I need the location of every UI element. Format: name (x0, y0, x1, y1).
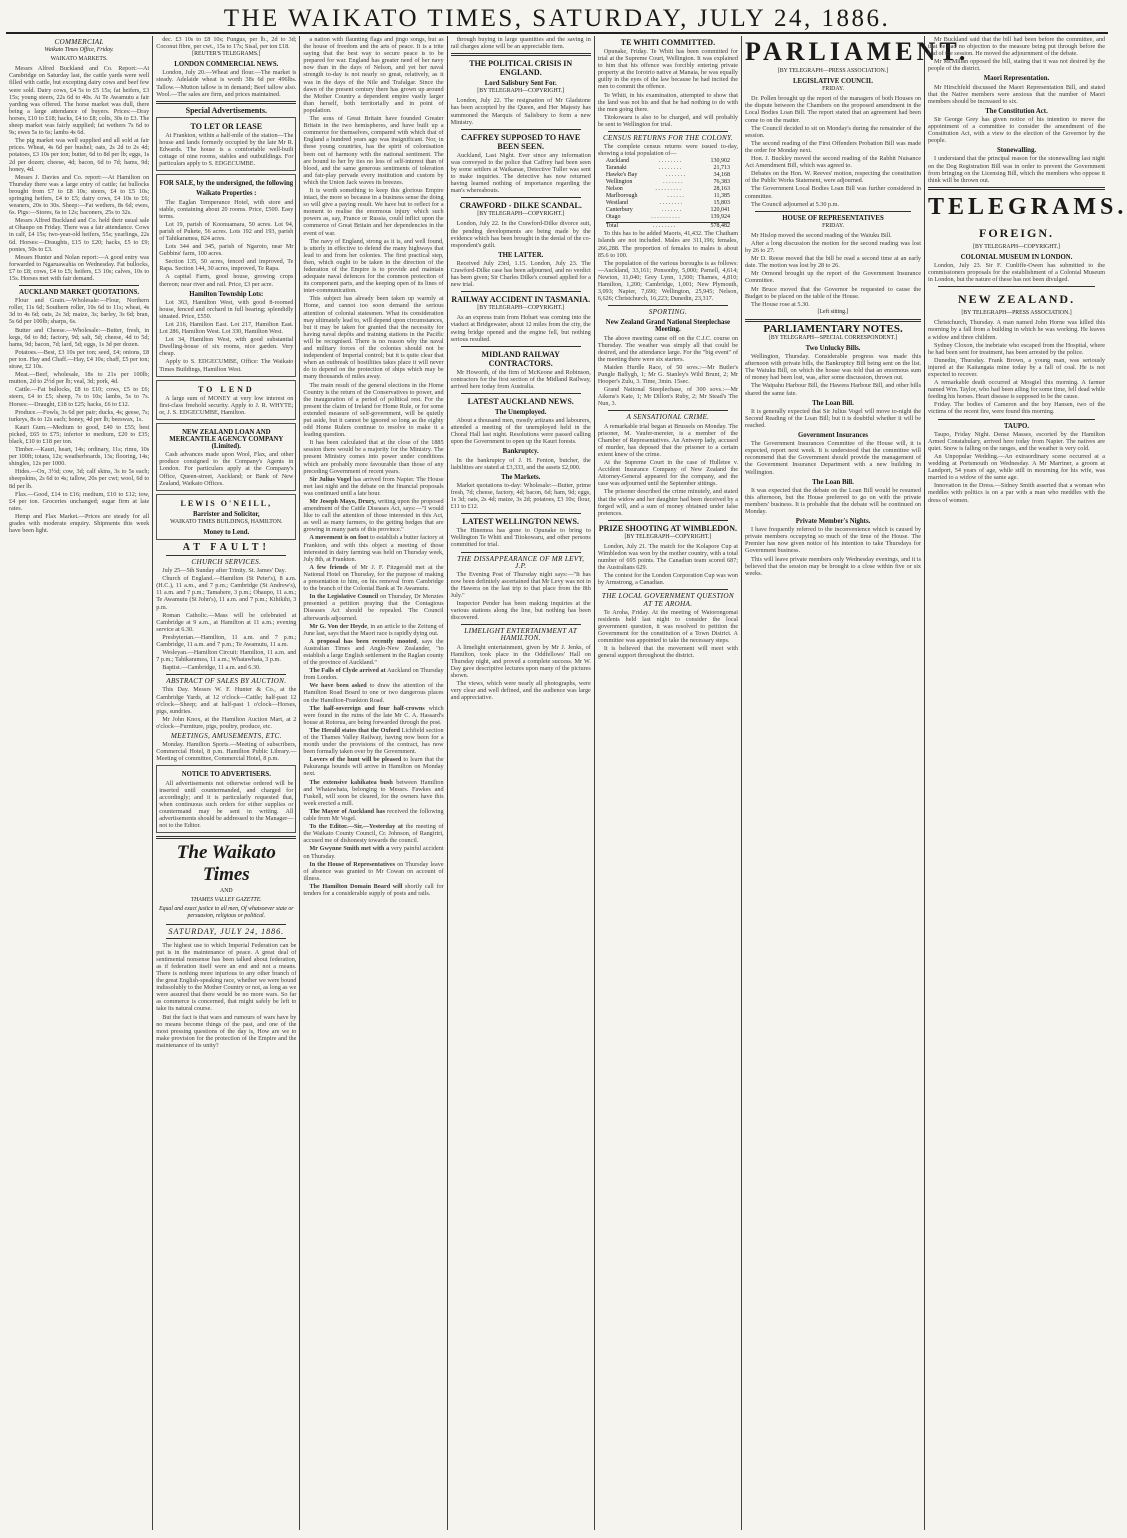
columns (6, 36, 1127, 1530)
ad-to-lend (156, 380, 296, 420)
latest-auckland-heading: LATEST AUCKLAND NEWS. (467, 397, 574, 406)
divider (461, 393, 581, 394)
waikato-markets-heading: WAIKATO MARKETS. (50, 56, 108, 63)
private-members-body: I have frequently referred to the inconvenience which is caused by private members occupying so much of the time of the House. The Premier has now given notice of his intention to take Thursdays for Government business. This will leave private members only Wednesday evenings, and it is believed that the session may be brought to a close within five or six weeks. (745, 526, 922, 577)
ad-to-let-title: TO LET OR LEASE (190, 121, 263, 131)
census-row: Canterbury . . . . . . . 120,041 (605, 207, 730, 214)
copyright-label: [BY TELEGRAPH—COPYRIGHT.] (624, 533, 712, 540)
divider (461, 513, 581, 514)
prize-shooting-heading: PRIZE SHOOTING AT WIMBLEDON. (598, 523, 738, 533)
auckland-quotations-body: Flour and Grain.—Wholesale:—Flour, Northern roller, 11s 6d; Southern roller, 10s 6d to 11s; wheat, 4s 3d to 4s 6d; oats, 2s 3d; maize, 3s; barley, 3s 6d; bran, 5s 6d per 100lb; sharps, 6s. Butter and Cheese.—Wholesale:—Butter, fresh, in kegs, 6d to 8d; factory, 9d; salt, 5d; cheese, 4d to 5d; hams, 9d; bacon, 7d; lard, 5d; eggs, 1s 3d per dozen. Potatoes.—Best, £3 10s per ton; seed, £4; onions, £8 per ton. Hay and Chaff.—Hay, £4 10s; chaff, £5 per ton; straw, £2 10s. Meat.—Beef, wholesale, 18s to 21s per 100lb; mutton, 2d to 2½d per lb; veal, 3d; pork, 4d. Cattle.—Fat bullocks, £8 to £10; cows, £5 to £6; steers, £4 to £5; sheep, 7s to 10s; lambs, 5s to 7s. Horses:—Draught, £18 to £25; hacks, £6 to £12. Produce.—Fowls, 3s 6d per pair; ducks, 4s; geese, 7s; turkeys, 8s to 12s each; honey, 4d per lb; beeswax, 1s. Kauri Gum.—Medium to good, £40 to £55; best picked, £65 to £75; inferior to medium, £20 to £35; black, £10 to £18 per ton. Timber.—Kauri, heart, 14s; ordinary, 11s; rimu, 10s per 100ft; totara, 12s; weatherboards, 13s; flooring, 14s; shingles, 12s per 1000. Hides.—Ox, 3½d; cow, 3d; calf skins, 3s to 5s each; sheepskins, 2s 6d to 4s; tallow, 20s per cwt; wool, 6d to 8d per lb. Flax.—Good, £14 to £16; medium, £10 to £12; tow, £4 per ton. Groceries unchanged; sugar firm at late rates. Hemp and Flax Market.—Prices are steady for all grades with moderate enquiry. Shipments this week have been light. (9, 297, 150, 535)
commercial-dateline: Waikato Times Office, Friday. (44, 47, 114, 54)
divider (608, 131, 728, 132)
lewis-money: Money to Lend. (203, 528, 250, 536)
new-zealand-heading: NEW ZEALAND. (957, 292, 1076, 307)
divider (461, 346, 581, 347)
census-table (598, 158, 738, 230)
col4-top-body: through buying in large quantities and the saving in rail charges alone will be an appreciable item. (450, 36, 591, 51)
london-commercial-body: London, July 20.—Wheat and flour.—The market is steady. Adelaide wheat is worth 38s 6d per 496lbs. Tallow.—Mutton tallow is in demand; Beef tallow also. Wool.—The sales are firm, and prices maintained. (156, 69, 297, 98)
divider (755, 211, 911, 212)
unemployed-heading: The Unemployed. (495, 409, 547, 416)
lord-salisbury-heading: Lord Salisbury Sent For. (484, 80, 557, 88)
paper-title: The Waikato Times (176, 842, 276, 886)
loan-bill-2-body: It was expected that the debate on the Loan Bill would be resumed this afternoon, but the House preferred to go on with the private members' business. It is probable that the debate will be continued on Monday. (745, 486, 922, 515)
divider (156, 836, 296, 839)
lewis-address: WAIKATO TIMES BUILDINGS, HAMILTON. (170, 518, 283, 525)
ad-nz-loan (156, 423, 296, 491)
divider (19, 285, 139, 286)
waikato-properties-heading: Waikato Properties : (196, 190, 257, 198)
legislative-body: Dr. Pollen brought up the report of the managers of both Houses on the dispute between the Chambers on the proposed amendment in the Local Bodies Loan Bill. The report stated that an agreement had been come to on the matter. The Council decided to sit on Monday's during the remainder of the session. The second reading of the First Offenders Probation Bill was made the order for Monday next. Hon. J. Buckley moved the second reading of the Rabbit Nuisance Act Amendment Bill, which was agreed to. Debates on the Hon. W. Reeves' motion, respecting the constitution of the Public Works Statement, were adjourned. The Government Local Bodies Loan Bill was further considered in committee. The Council adjourned at 5.30 p.m. (745, 95, 922, 208)
editorial-body: The highest use to which Imperial Federation can be put is in the maintenance of peace. A great deal of sentimental nonsense has been talked about federation, as if federation itself were an end and not a means. There is nothing more injurious to any other branch of the great English-speaking race, whether we were bound indissolubly to the Mother Country or not, as long as we were assured that there would be no more wars. So far as commerce is concerned, that might safely be left to take its natural course. But the fact is that wars and rumours of wars have by no means become things of the past, and one of the most pressing questions of the day is, How are we to make provision for the protection of the Empire and the maintenance of its unity? (156, 941, 297, 1049)
col7-top-body: Mr Buckland said that the bill had been before the committee, and that he had no objection to the measure being put through before the end of the session. He moved the adjournment of the debate. Mr McMillan opposed the bill, stating that it was not desired by the people of the district. (928, 36, 1106, 73)
ad-for-sale-body: The Eaglan Temperance Hotel, with store and stable, containing about 20 rooms. Price, £500. Easy terms. Lot 19, parish of Koonuamara, 50 acres. Lot 94, parish of Pukete, 56 acres. Lots 192 and 193, parish of Tahikaramea, 824 acres. Lots 344 and 345, parish of Ngaroto, near Mr Gubbins' farm, 100 acres. Section 135, 50 acres, fenced and improved, Te Rapa. Section 144, 30 acres, improved, Te Rapa. A capital Farm, good house, growing crops thereon; near river and rail. Price, £3 per acre. (159, 198, 294, 288)
foreign-heading: FOREIGN. (979, 225, 1055, 240)
census-row: Marlborough . . . . . . 11,385 (605, 193, 731, 200)
nz-loan-body: Cash advances made upon Wool, Flax, and other produce consigned to the Company's Agents in London. For particulars apply at the Company's Office, Queen-street, Auckland; or Bank of New Zealand, Waikato Offices. (159, 451, 294, 487)
divider (166, 674, 286, 675)
paper-motto: Equal and exact justice to all men, Of whatsoever state or persuasion, religious or political. (159, 906, 294, 920)
divider (461, 197, 581, 198)
divider (461, 291, 581, 292)
ad-notice (156, 765, 296, 833)
divider (461, 552, 581, 553)
railway-body: As an express train from Hobart was coming into the viaduct at Bridgewater, about 12 miles from the city, the swing bridge opened and the engine fell, but nothing serious resulted. (450, 314, 591, 343)
london-commercial-heading: LONDON COMMERCIAL NEWS. (174, 61, 279, 69)
loan-bill-heading: The Loan Bill. (812, 399, 854, 407)
editorial-date: SATURDAY, JULY 24, 1886. (168, 926, 285, 936)
auckland-quotations-heading: AUCKLAND MARKET QUOTATIONS. (19, 289, 140, 297)
census-total-value: 578,482 (710, 223, 730, 230)
disappearance-heading: THE DISSAPPEARANCE OF MR LEVY, J.P. (457, 554, 585, 570)
political-crisis-body: London, July 22. The resignation of Mr Gladstone has been accepted by the Queen, and Her Majesty has summoned the Marquis of Salisbury to form a new Ministry. (450, 97, 591, 126)
unemployed-body: About a thousand men, mostly artizans and labourers, attended a meeting of the unemployed held in the Choral Hall last night. Resolutions were passed calling upon the Government to open up the Kauri forests. (450, 417, 591, 446)
new-zealand-body: Christchurch, Thursday. A man named John Horne was killed this morning by a fall from a building in which he was working. He leaves a widow and three children. Sydney Cloxon, the inebriate who escaped from the Hospital, where he had been sent for treatment, has been arrested by the police. Dunedin, Thursday. Frank Brown, a young man, was seriously injured at the Kaitangata mine today by a fall of coal. He is not expected to recover. A remarkable death occurred at Mosgiel this morning. A farmer named Wm. Taylor, who had been ailing for some time, fell dead while feeding his horses. Heart disease is supposed to be the cause. Friday. The bodies of Cameron and the boy Hansen, two of the victims of the recent fire, were found this morning. (928, 319, 1106, 416)
local-government-body: Te Aroha, Friday. At the meeting of Waiorongomai residents held last night to consider the local government question, it was resolved to petition the Government for the constitution of a Town District. A committee was appointed to take the necessary steps. It is believed that the movement will meet with general support throughout the district. (597, 608, 739, 660)
column-news (595, 36, 742, 1530)
friday-label: FRIDAY. (822, 86, 844, 93)
census-row: Wellington . . . . . . . 76,383 (605, 179, 731, 186)
column-editorial (300, 36, 447, 1530)
government-insurances-heading: Government Insurances (797, 432, 869, 440)
divider (608, 520, 728, 521)
ad-for-sale-title: FOR SALE, by the undersigned, the following (159, 180, 294, 188)
colonial-museum-heading: COLONIAL MUSEUM IN LONDON. (960, 253, 1073, 261)
meetings-body: Monday. Hamilton Sports.—Meeting of subscribers, Commercial Hotel, 8 p.m. Hamilton Public Library.—Meeting of committee, Commercial Hotel, 8 p.m. (156, 741, 297, 763)
bankruptcy-heading: Bankruptcy. (502, 448, 539, 456)
divider (938, 419, 1095, 420)
latest-wellington-heading: LATEST WELLINGTON NEWS. (462, 517, 579, 527)
limelight-body: A limelight entertainment, given by Mr J. Jenks, of Hamilton, took place in the Oddfellows' Hall on Thursday night, and proved a complete success. Mr W. Day gave descriptive lectures upon many of the pictures shown. The views, which were nearly all photographs, were very clear and well defined, and the audience was large and appreciative. (450, 643, 591, 702)
taupo-body: Taupo, Friday Night. Dense Masses, escorted by the Hamilton Armed Constabulary, arrived here today from Napier. The natives are quiet. Snow is falling on the ranges, and the weather is very cold. An Unpopular Wedding.—An extraordinary scene occurred at a wedding at Portsmouth on Wednesday. A Mr Marriner, a groom at Landport, 54 years of age, while still in mourning for his wife, was married to a widow of the same age. Innovation in the Dress.—Sidney Smith asserted that a woman who meddles with politics is on a par with a man who meddles with the dress of women. (928, 430, 1106, 504)
commercial-heading: COMMERCIAL (54, 38, 104, 46)
stonewalling-heading: Stonewalling. (996, 147, 1037, 155)
ad-for-sale (156, 174, 296, 376)
sensational-crime-heading: A SENSATIONAL CRIME. (626, 413, 710, 422)
political-crisis-heading: THE POLITICAL CRISIS IN ENGLAND. (469, 59, 573, 78)
census-intro: The complete census returns were issued to-day, showing a total population of— (597, 143, 739, 158)
commercial-body: Messrs Alfred Buckland and Co. Report:—At Cambridge on Saturday last, the cattle yards were well filled with cattle, but excepting dairy cows and beef few were sold. Dairy cows, £4 5s to £5 15s; fat heifers, £3 15s; young steers, 22s 6d to 40s. At Te Awamutu a fair yarding was offered. The horse market was dull, there being a large attendance of buyers. Prices:—Dray horses, £10 to £18; hacks, £4 to £8; colts, 30s to £3. The sheep market was fairly supplied; fat wethers 7s 6d to 9s; ewes 5s to 6s; lambs 4s 6d. The pig market was well supplied and all sold at fair prices. Wheat, 4s 6d per bushel; oats, 2s 2d to 2s 4d; potatoes, £3 10s per ton; butter, 6d to 8d per lb; eggs, 1s 2d per dozen; cheese, 4d; bacon, 6d to 7d; hams, 9d; honey, 4d. Messrs J. Davies and Co. report:—At Hamilton on Thursday there was a large entry of cattle; fat bullocks brought from £7 to £8 10s; steers, £4 to £5 10s; springing heifers, £4 to £5; dairy cows, £4 10s to £6; weaners, 20s to 30s. Sheep:—Fat wethers, 8s 6d; ewes, 6s. Pigs:—Stores, 6s to 12s; baconers, 25s to 32s. Messrs Alfred Buckland and Co. held their usual sale at Ohaupo on Friday. There was a fair attendance. Cows in calf, £4 15s; two-year-old heifers, 55s; yearlings, 22s 6d. Horses:—Draughts, £15 to £20; hacks, £5 to £9; ponies, 50s to £3. Messrs Hunter and Nolan report:—A good entry was forwarded to Ngaruawahia on Wednesday. Fat bullocks, £7 to £8; cows, £4 to £5; heifers, £3 10s; calves, 10s to 15s. Horses met with fair demand. (9, 65, 150, 282)
church-services-heading: CHURCH SERVICES. (191, 557, 262, 566)
crawford-heading: CRAWFORD - DILKE SCANDAL. (459, 201, 582, 211)
midland-body: Mr Howorth, of the firm of McKeone and Robinson, contractors for the first section of the Midland Railway, arrived here today from Australia. (450, 368, 591, 390)
parliamentary-notes-heading: PARLIAMENTARY NOTES. (763, 322, 903, 335)
census-row: Hawke's Bay . . . . . . . 34,168 (605, 172, 731, 179)
census-heading: CENSUS RETURNS FOR THE COLONY. (602, 134, 733, 143)
census-row: Auckland . . . . . . . . 130,902 (605, 158, 731, 165)
census-row: Otago . . . . . . . . . . 139,924 (605, 214, 731, 221)
column-commercial (6, 36, 153, 1530)
masthead: THE WAIKATO TIMES, SATURDAY, JULY 24, 1886. (6, 4, 1108, 34)
ad-to-let (156, 117, 296, 171)
parliament-heading: PARLIAMENT. (745, 37, 970, 66)
telegrams-heading: TELEGRAMS. (928, 193, 1127, 220)
loan-bill-body: It is generally expected that Sir Julius Vogel will move to-night the Second Reading of the Loan Bill; but it is doubtful whether it will be reached. (745, 407, 922, 429)
special-ads-heading: Special Advertisements. (185, 105, 267, 115)
colonial-museum-body: London, July 23. Sir F. Cunliffe-Owen has submitted to the commissioners proposals for the establishment of a Colonial Museum in London, but the nature of these has not been divulged. (928, 261, 1106, 284)
census-body: To this has to be added Maoris, 41,432. The Chatham Islands are not included. Males are 311,196; females, 266,288. The proportion of females to males is about 85.6 to 100. The population of the various boroughs is as follows:—Auckland, 33,161; Ponsonby, 5,000; Parnell, 4,614; Newton, 11,040; Grey Lynn, 1,500; Thames, 4,810; Hamilton, 1,200; Cambridge, 1,001; New Plymouth, 3,093; Napier, 7,690; Wellington, 25,945; Nelson, 6,626; Christchurch, 16,223; Dunedin, 23,317. (597, 230, 739, 303)
hamilton-lots-body: Lot 363, Hamilton West, with good 8-roomed house, fenced and orchard in full bearing; splendidly situated. Price, £550. Lot 216, Hamilton East. Lot 217, Hamilton East. Lot 286, Hamilton West. Lot 330, Hamilton West. Lot 34, Hamilton West, with good substantial Dwelling-house of six rooms, nice garden. Very cheap. Apply to S. EDGECUMBE, Office: The Waikato Times Buildings, Hamilton West. (159, 298, 294, 373)
steeplechase-heading: New Zealand Grand National Steeplechase Meeting. (605, 319, 731, 334)
left-sitting-label: [Left sitting.] (817, 308, 849, 315)
divider (451, 53, 591, 56)
markets-body: Market quotations to-day: Wholesale:—Butter, prime fresh, 7d; cheese, factory, 4d; bacon, 6d; ham, 9d; eggs, 1s 3d; oats, 2s 4d; maize, 3s 2d; potatoes, £3 10s; flour, £11 to £12. (450, 481, 591, 511)
census-row: Taranaki . . . . . . . . 21,713 (605, 165, 730, 172)
te-whiti-body: Opunake, Friday. Te Whiti has been committed for trial at the Supreme Court, Wellington. It was explained to him that his offence was forcibly entering private property at the Ioroirio native at Manaia, he was equally guilty in the eyes of the law because he had incited the men to commit the offence. Te Whiti, in his examination, attempted to show that the land was not his and that he had nothing to do with the men going there. Titokowaru is also to be charged, and will probably be sent to Wellington for trial. (597, 48, 739, 128)
wellington-body: The Hinemoa has gone to Opunake to bring to Wellington Te Whiti and Titokowaru, and other persons committed for trial. (450, 527, 591, 549)
markets-heading: The Markets. (501, 473, 541, 481)
census-row: Nelson . . . . . . . . . 28,163 (605, 186, 730, 193)
abstract-body: This Day. Messrs W. F. Hunter & Co., at the Cambridge Yards, at 12 o'clock—Cattle; half-past 12 o'clock—Sheep; and at half-past 1 o'clock—Horses, pigs, sundries. Mr John Knox, at the Hamilton Auction Mart, at 2 o'clock—Furniture, pigs, poultry, produce, etc. (156, 686, 297, 730)
ad-lewis (156, 494, 296, 540)
disappearance-body: The Evening Post of Thursday night says:—"It has now been definitely ascertained that Mr Levy was not in the Hawera on the last trip to that place from the 8th July." Inspector Pender has been making inquiries at the various stations along the line, but nothing has been discovered. (450, 570, 591, 622)
divider (745, 319, 921, 322)
constitution-body: Sir George Grey has given notice of his intention to move the appointment of a committee to consider the amendment of the Constitution Act, with a view to the election of the Governor by the people. (928, 115, 1106, 145)
divider (166, 924, 286, 925)
two-unlucky-body: Wellington, Thursday. Considerable progress was made this afternoon with private bills, the Bankruptcy Bill being sent on the list. The Waiuku Bill, on which the house was told that an enormous sum of money had been lost, was, after some discussion, thrown out. The Waipahu Harbour Bill, the Hawera Harbour Bill, and other bills shared the same fate. (745, 353, 922, 397)
press-association-label: [BY TELEGRAPH—PRESS ASSOCIATION.] (777, 68, 889, 74)
maori-body: Mr Hirschfeld discussed the Maori Representation Bill, and stated that the Native members were anxious that the number of Maori members should be increased to six. (928, 83, 1106, 105)
caffrey-body: Auckland, Last Night. Ever since any information was conveyed to the police that Caffrey had been seen by some settlers at Waikanae, Detective Tuller was sent to make inquiries. The detective has now returned having learned nothing of importance regarding the man's whereabouts. (450, 151, 591, 195)
copyright-label: [BY TELEGRAPH—COPYRIGHT.] (477, 88, 565, 95)
census-total-row: Total . . . . . . . . 578,482 (605, 223, 730, 230)
divider (928, 187, 1105, 190)
paper-subtitle: THAMES VALLEY GAZETTE. (190, 897, 262, 904)
latter-body: Received July 23rd, 1.15. London, July 23. The Crawford-Dilke case has been adjourned, and no verdict has been given; Sir Charles Dilke's counsel applied for a new trial. (450, 259, 591, 289)
two-unlucky-bills-heading: Two Unlucky Bills. (805, 345, 861, 352)
meetings-heading: MEETINGS, AMUSEMENTS, ETC. (170, 732, 282, 741)
column-advertisements (153, 36, 300, 1530)
house-body: Mr Hislop moved the second reading of the Waiuku Bill. After a long discussion the motion for the second reading was lost by 26 to 27. Mr D. Reese moved that the bill be read a second time at an early date. The motion was lost by 28 to 26. Mr Ormond brought up the report of the Government Insurance Committee. Mr Bruce moved that the Governor be requested to cause the Budget to be placed on the table of the House. The House rose at 5.30. (745, 231, 922, 308)
copyright-label: [BY TELEGRAPH—COPYRIGHT.] (973, 243, 1060, 250)
crawford-body: London, July 22. In the Crawford-Dilke divorce suit, the pending developments are being made by the evidence which has been brought in the denial of the co-respondent's guilt. (450, 220, 591, 249)
divider (166, 938, 286, 939)
sensational-body: A remarkable trial began at Brussels on Monday. The prisoner, M. Vaufer-mereier, is a member of the Chamber of Representatives. An Antwerp lady, accused of murder, has deposed that the prisoner to a certain extent knew of the crime. At the Supreme Court in the case of Hulletee v. Accident Insurance Company of New Zealand the Attorney-General appeared for the company, and the case was adjourned until the September sittings. The prisoner described the crime minutely, and stated that the widow and her daughter had been deceived by a forged will, and a sum of money obtained under false pretences. (597, 422, 739, 517)
divider (461, 129, 581, 130)
prize-shooting-body: London, July 21. The match for the Kolapore Cup at Wimbledon was won by the mother country, with a total number of 695 points. The Canadian team scored 687; the Australians 629. The contest for the London Corporation Cup was won by Armstrong, a Canadian. (597, 542, 739, 587)
caffrey-heading: CAFFREY SUPPOSED TO HAVE BEEN SEEN. (461, 132, 581, 151)
sporting-body: The above meeting came off on the C.J.C. course on Thursday. The weather was simply all that could be desired, and the attendance large. For the "big event" of the meeting there were six starters. Maiden Hurdle Race, of 50 sovs.:—Mr Butler's Pungle Ballygh, 1; Mr G. Stanley's Wild Brunt, 2; Mr Hooper's Zulu, 3. Time, 3min. 15sec. Grand National Steeplechase, of 300 sovs.:—Mr Aikens's Kate, 1; Mr Dillon's Ruby, 2; Mr Stead's The Nun, 3. (597, 334, 739, 408)
divider (166, 555, 286, 556)
ad-to-let-body: At Frankton, within a half-mile of the station—The house and lands formerly occupied by the late Mr R. Edwards. The house is a comfortable well-built cottage of nine rooms, stables and outbuildings. For particulars apply to S. EDGECUMBE. (159, 131, 294, 168)
railway-accident-heading: RAILWAY ACCIDENT IN TASMANIA. (451, 295, 591, 305)
col2-top-body: dec. £3 10s to £8 10s; Fungus, per lb., 2d to 3d; Coconut fibre, per cwt., 15s to 17s; Sisal, per ton £18. (156, 36, 297, 51)
copyright-label: [BY TELEGRAPH—COPYRIGHT.] (477, 211, 565, 218)
constitution-heading: The Constitution Act. (985, 107, 1048, 115)
at-fault-heading: AT FAULT! (182, 541, 270, 553)
church-services-body: July 25—5th Sunday after Trinity. St. James' Day. Church of England.—Hamilton (St Peter's), 8 a.m. (H.C.), 11 a.m., and 7 p.m.; Cambridge (St Andrew's), 11 a.m. and 7 p.m.; Tamahere, 3 p.m.; Ohaupo, 11 a.m.; Te Awamutu (St John's), 11 a.m. and 7 p.m.; Kihikihi, 3 p.m. Roman Catholic.—Mass will be celebrated at Cambridge at 9 a.m., at Hamilton at 11 a.m.; evening service at 6.30. Presbyterian.—Hamilton, 11 a.m. and 7 p.m.; Cambridge, 11 a.m. and 7 p.m.; Te Awamutu, 11 a.m. Wesleyan.—Hamilton Circuit: Hamilton, 11 a.m. and 7 p.m.; Tahikaramea, 11 a.m.; Whatawhata, 3 p.m. Baptist.—Cambridge, 11 a.m. and 6.30. (156, 567, 297, 672)
notice-body: All advertisements not otherwise ordered will be inserted until countermanded, and charged for accordingly; and it is particularly requested that, when continuous such orders for either supplies or countermand may be sent in writing. All advertisements should be addressed to the Manager—not to the Editor. (159, 779, 294, 830)
special-correspondent-label: [BY TELEGRAPH—SPECIAL CORRESPONDENT.] (769, 334, 898, 341)
press-association-label-2: [BY TELEGRAPH—PRESS ASSOCIATION.] (961, 310, 1072, 317)
divider (608, 305, 728, 306)
private-members-heading: Private Member's Nights. (795, 518, 871, 526)
maori-representation-heading: Maori Representation. (983, 75, 1050, 83)
ad-to-lend-title: TO LEND (197, 384, 255, 394)
editorial-continued: a nation with flaunting flags and jingo songs, but as the house of freedom and the arts of peace. It is a trite saying that the best way to secure peace is to be prepared for war. England has greater need of her navy now than in the days of Nelson, and yet her naval strength to-day is not nearly so great, relatively, as it was in the days of the Nile and Trafalgar. Since the dawn of the present century there has grown up around the Mother Country a dependent empire vastly larger than herself, both territorially and in point of population. The sons of Great Britain have founded Greater Britain in the two hemispheres, and have built up a commerce for themselves, compared with which that of England a hundred years ago was insignificant. Nor, in these young countries, has the spirit of colonisation been out of harmony with the national sentiment. The are bound to her by ties no less of self-interest than of blood, and the same generous sentiments of toleration and fair-play pervade every institution and custom by which the Union Jack waves its breezes. It is worth something to keep this glorious Empire intact, the more so because in a business sense the doing so will give a paying result. We have but to reflect for a moment to realise the enormous injury which such powers as, say, France or Russia, could inflict upon the commerce of Great Britain and her dependencies in the event of war. The navy of England, strong as it is, and well found, is utterly in effective to defend the many highways that lead to and from her colonies. The first practical step, then, which ought to be taken in the direction of the federation of the Empire is to provide and maintain adequate naval defences for the common protection of its component parts, and the keeping open of its lines of inter-communication. This subject has already been taken up warmly at Home, and cannot too soon demand the serious attention of colonial statesmen. What its consideration may ultimately lead to, will depend upon circumstances, but it may be taken for granted that the necessity for having naval depôts and training stations in the Pacific will be recognised. There is no reason why the naval and military forces of the colonies should not be independent of Imperial control; but it is quite clear that when an outbreak of hostilities takes place it will never do to depend on the protection of ships which may be many thousands of miles away. The main result of the general elections in the Home Country is the return of the Conservatives to power, and the inauguration of a period of political rest. For the present the claim of Ireland for Home Rule, or for some extended measure of self-government, will be quietly put aside, but it cannot be ignored so long as the eighty odd Home Rulers continue to resolve to make it a leading question. It has been calculated that at the close of the 1885 session there would be a majority for the Ministry. The present Ministry comes into power under conditions which are probably more favourable than those of any preceding Government of recent years. Sir Julius Vogel has arrived from Napier. The House met last night and the debate on the financial proposals was continued until a late hour. Mr Joseph Mayo, Drury, writing upon the proposed amendment of the Cattle Diseases Act, says:—"I would like to call the attention of those interested in this Act, as well as many farmers, to the getting hedges that are growing in many parts of this province." A movement is on foot to establish a butter factory at Frankton, and with this object a meeting of those interested in dairy farming was held on Thursday week, July 8th, at Frankton. A few friends of Mr J. F. Fitzgerald met at the National Hotel on Thursday, for the purpose of making a presentation to him, on his removal from Cambridge to the branch of the Colonial Bank at Te Awamutu. In the Legislative Council on Thursday, Dr Menzies presented a petition praying that the Contagious Diseases Act should be repealed. The Council afterwards adjourned. Mr G. Von der Heyde, in an article to the Zeitung of June last, says that the Maori race is rapidly dying out. A proposal has been recently mooted, says the Australian Times and Anglo-New Zealander, "to establish a large English settlement in the Raglan county of the province of Auckland." The Falls of Clyde arrived at Auckland on Thursday from London. We have been asked to draw the attention of the Hamilton Road Board to one or two dangerous places on the Hamilton-Frankton Road. The half-sovereign and four half-crowns which were found in the ruins of the late Mr C. A. Hassard's house at Rotorua, are being forwarded through the post. The Herald states that the Oxford Lichfield section of the Thames Valley Railway, having now been for a month under the provisions of the contract, has now been formally taken over by the Government. Lovers of the hunt will be pleased to learn that the Pakuranga hounds will arrive in Hamilton on Monday next. The extensive kahikatea bush between Hamilton and Whatawhata, belonging to Messrs. Fawkes and Fuskell, will soon be cleared, for the owners have this week erected a mill. The Mayor of Auckland has received the following cable from Mr Vogel. To the Editor.—Sir,—Yesterday at the meeting of the Waikato County Council, Cr. Johnson, of Rangiriri, accused me of dishonesty towards the council. Mr Gwynne Smith met with a very painful accident on Thursday. In the House of Representatives on Thursday leave of absence was granted to Mr Cowan on account of illness. The Hamilton Domain Board will shortly call for tenders for a considerable supply of posts and rails. (303, 36, 444, 897)
midland-heading: MIDLAND RAILWAY CONTRACTORS. (481, 349, 560, 368)
divider (608, 410, 728, 411)
stonewalling-body: I understand that the principal reason for the stonewalling last night on the Dog Registration Bill was in order to prevent the Government from bringing on the Licensing Bill, which the members who oppose it think will be thrown out. (928, 155, 1106, 184)
abstract-heading: ABSTRACT OF SALES BY AUCTION. (166, 677, 287, 686)
column-telegrams-foreign (925, 36, 1127, 1530)
column-parliament (742, 36, 970, 1530)
lewis-name: LEWIS O'NEILL, (180, 498, 273, 508)
ad-to-lend-body: A large sum of MONEY at very low interest on first-class freehold security. Apply to J. R. WHYTE; or, J. S. EDGECUMBE, Hamilton. (159, 394, 294, 416)
census-row: Westland . . . . . . . . 15,803 (605, 200, 730, 207)
sporting-heading: SPORTING. (648, 308, 688, 317)
nz-loan-title: NEW ZEALAND LOAN AND MERCANTILE AGENCY COMPANY (Limited). (169, 428, 284, 451)
government-insurances-body: The Government Insurances Committee of the House will, it is expected, report next week. It is understood that the committee will recommend that the Government should provide the management of the Government Insurance Department with a new building in Wellington. (745, 440, 922, 476)
divider (156, 101, 296, 104)
column-telegrams (448, 36, 595, 1530)
friday-label: FRIDAY. (822, 222, 844, 229)
bankruptcy-body: In the bankruptcy of J. H. Fenton, butcher, the liabilities are stated at £3,333, and the assets £2,000. (450, 456, 591, 471)
copyright-label: [BY TELEGRAPH—COPYRIGHT.] (477, 305, 565, 312)
divider (938, 286, 1095, 287)
house-heading: HOUSE OF REPRESENTATIVES (782, 214, 884, 222)
reuters-telegram-label: [REUTER'S TELEGRAMS.] (192, 51, 261, 58)
local-government-heading: THE LOCAL GOVERNMENT QUESTION AT TE AROHA. (601, 592, 734, 608)
taupo-heading: TAUPO. (1004, 422, 1029, 430)
divider (608, 589, 728, 590)
limelight-heading: LIMELIGHT ENTERTAINMENT AT HAMILTON. (464, 627, 578, 643)
latter-heading: THE LATTER. (498, 251, 544, 259)
te-whiti-heading: TE WHITI COMMITTED. (620, 38, 716, 47)
loan-bill-2-heading: The Loan Bill. (812, 478, 854, 486)
paper-and: AND (220, 888, 233, 895)
hamilton-township-heading: Hamilton Township Lots: (189, 290, 264, 298)
census-total-label: Total (605, 223, 619, 230)
lewis-title: Barrister and Solicitor, (192, 510, 260, 518)
notice-heading: NOTICE TO ADVERTISERS. (181, 771, 271, 779)
legislative-council-heading: LEGISLATIVE COUNCIL (792, 78, 874, 86)
divider (461, 624, 581, 625)
